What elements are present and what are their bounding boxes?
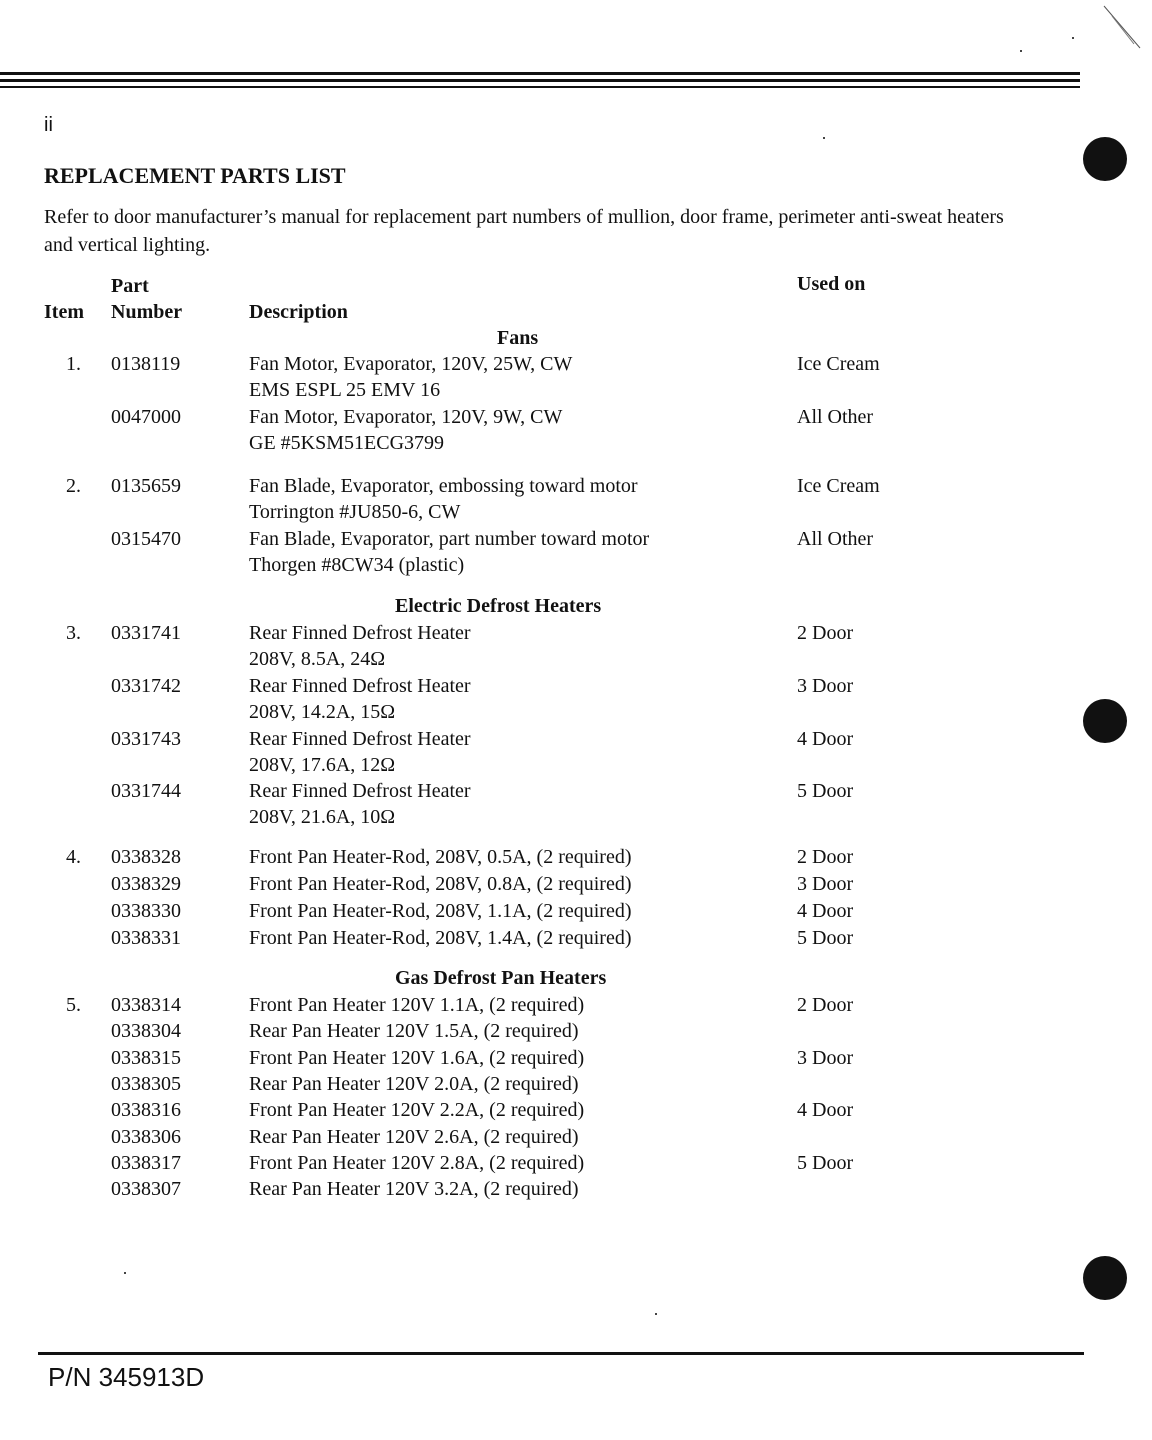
part-number: 0331744: [111, 780, 181, 802]
description-line: Front Pan Heater-Rod, 208V, 0.5A, (2 required): [249, 846, 632, 868]
part-number-footer: P/N 345913D: [48, 1362, 205, 1392]
used-on: All Other: [797, 528, 874, 550]
description-line-2: 208V, 17.6A, 12Ω: [249, 754, 396, 776]
description-line: Rear Pan Heater 120V 1.5A, (2 required): [249, 1020, 579, 1042]
description-line: Rear Pan Heater 120V 3.2A, (2 required): [249, 1178, 579, 1200]
description-line-2: GE #5KSM51ECG3799: [249, 432, 445, 454]
part-number: 0338304: [111, 1020, 181, 1042]
scan-mark-corner: [1100, 4, 1146, 50]
header-part-line2: Number: [111, 301, 183, 323]
item-number: 1.: [66, 353, 81, 375]
header-item: Item: [44, 301, 84, 323]
used-on: 4 Door: [797, 728, 854, 750]
description-line: Rear Finned Defrost Heater: [249, 728, 471, 750]
item-number: 3.: [66, 622, 81, 644]
description-line: Fan Motor, Evaporator, 120V, 25W, CW: [249, 353, 573, 375]
footer-rule: [38, 1352, 1084, 1355]
used-on: 2 Door: [797, 846, 854, 868]
description-line: Fan Blade, Evaporator, embossing toward motor: [249, 475, 638, 497]
used-on: 3 Door: [797, 873, 854, 895]
description-line-2: Thorgen #8CW34 (plastic): [249, 554, 465, 576]
scan-speck: [1020, 50, 1022, 52]
used-on: 5 Door: [797, 927, 854, 949]
scan-speck: [124, 1272, 126, 1274]
description-line: Rear Pan Heater 120V 2.6A, (2 required): [249, 1126, 579, 1148]
used-on: 2 Door: [797, 622, 854, 644]
header-rule-bottom: [0, 86, 1080, 88]
part-number: 0331741: [111, 622, 181, 644]
part-number: 0135659: [111, 475, 181, 497]
used-on: 4 Door: [797, 900, 854, 922]
part-number: 0338329: [111, 873, 181, 895]
description-line: Front Pan Heater 120V 1.6A, (2 required): [249, 1047, 585, 1069]
part-number: 0338306: [111, 1126, 181, 1148]
used-on: 3 Door: [797, 1047, 854, 1069]
used-on: 4 Door: [797, 1099, 854, 1121]
description-line: Front Pan Heater 120V 1.1A, (2 required): [249, 994, 585, 1016]
part-number: 0338328: [111, 846, 181, 868]
punch-hole-middle: [1083, 699, 1127, 743]
scan-speck: [655, 1313, 657, 1315]
description-line: Front Pan Heater 120V 2.8A, (2 required): [249, 1152, 585, 1174]
used-on: All Other: [797, 406, 874, 428]
description-line: Front Pan Heater 120V 2.2A, (2 required): [249, 1099, 585, 1121]
scan-speck: [1072, 37, 1074, 39]
header-description: Description: [249, 301, 348, 323]
used-on: Ice Cream: [797, 353, 880, 375]
intro-paragraph: Refer to door manufacturer’s manual for replacement part numbers of mullion, door frame, perimeter anti-sweat heaters and vertical lighting.: [44, 206, 1004, 256]
part-number: 0315470: [111, 528, 181, 550]
section-electric-defrost: Electric Defrost Heaters: [395, 595, 602, 617]
part-number: 0338315: [111, 1047, 181, 1069]
header-part-line1: Part: [111, 275, 149, 297]
part-number: 0338307: [111, 1178, 181, 1200]
part-number: 0338305: [111, 1073, 181, 1095]
scan-speck: [823, 137, 825, 139]
item-number: 2.: [66, 475, 81, 497]
part-number: 0338317: [111, 1152, 181, 1174]
item-number: 5.: [66, 994, 81, 1016]
page-number: ii: [44, 114, 53, 136]
description-line: Front Pan Heater-Rod, 208V, 0.8A, (2 required): [249, 873, 632, 895]
punch-hole-bottom: [1083, 1256, 1127, 1300]
description-line: Rear Finned Defrost Heater: [249, 780, 471, 802]
part-number: 0338316: [111, 1099, 181, 1121]
part-number: 0331743: [111, 728, 181, 750]
description-line-2: EMS ESPL 25 EMV 16: [249, 379, 441, 401]
used-on: Ice Cream: [797, 475, 880, 497]
used-on: 2 Door: [797, 994, 854, 1016]
page-title: REPLACEMENT PARTS LIST: [44, 163, 346, 188]
used-on: 5 Door: [797, 1152, 854, 1174]
description-line: Fan Motor, Evaporator, 120V, 9W, CW: [249, 406, 563, 428]
description-line: Fan Blade, Evaporator, part number toward motor: [249, 528, 650, 550]
part-number: 0338331: [111, 927, 181, 949]
description-line: Rear Pan Heater 120V 2.0A, (2 required): [249, 1073, 579, 1095]
description-line: Front Pan Heater-Rod, 208V, 1.1A, (2 required): [249, 900, 632, 922]
description-line-2: 208V, 21.6A, 10Ω: [249, 806, 396, 828]
header-rule-top: [0, 72, 1080, 75]
part-number: 0047000: [111, 406, 181, 428]
section-fans: Fans: [497, 327, 539, 349]
used-on: 3 Door: [797, 675, 854, 697]
part-number: 0138119: [111, 353, 181, 375]
description-line-2: 208V, 8.5A, 24Ω: [249, 648, 386, 670]
description-line: Rear Finned Defrost Heater: [249, 675, 471, 697]
section-gas-defrost: Gas Defrost Pan Heaters: [395, 967, 607, 989]
item-number: 4.: [66, 846, 81, 868]
description-line-2: 208V, 14.2A, 15Ω: [249, 701, 396, 723]
punch-hole-top: [1083, 137, 1127, 181]
description-line: Rear Finned Defrost Heater: [249, 622, 471, 644]
description-line-2: Torrington #JU850-6, CW: [249, 501, 461, 523]
description-line: Front Pan Heater-Rod, 208V, 1.4A, (2 required): [249, 927, 632, 949]
part-number: 0338314: [111, 994, 181, 1016]
part-number: 0338330: [111, 900, 181, 922]
used-on: 5 Door: [797, 780, 854, 802]
part-number: 0331742: [111, 675, 181, 697]
header-rule-middle: [0, 79, 1080, 82]
header-used-on: Used on: [797, 273, 866, 295]
